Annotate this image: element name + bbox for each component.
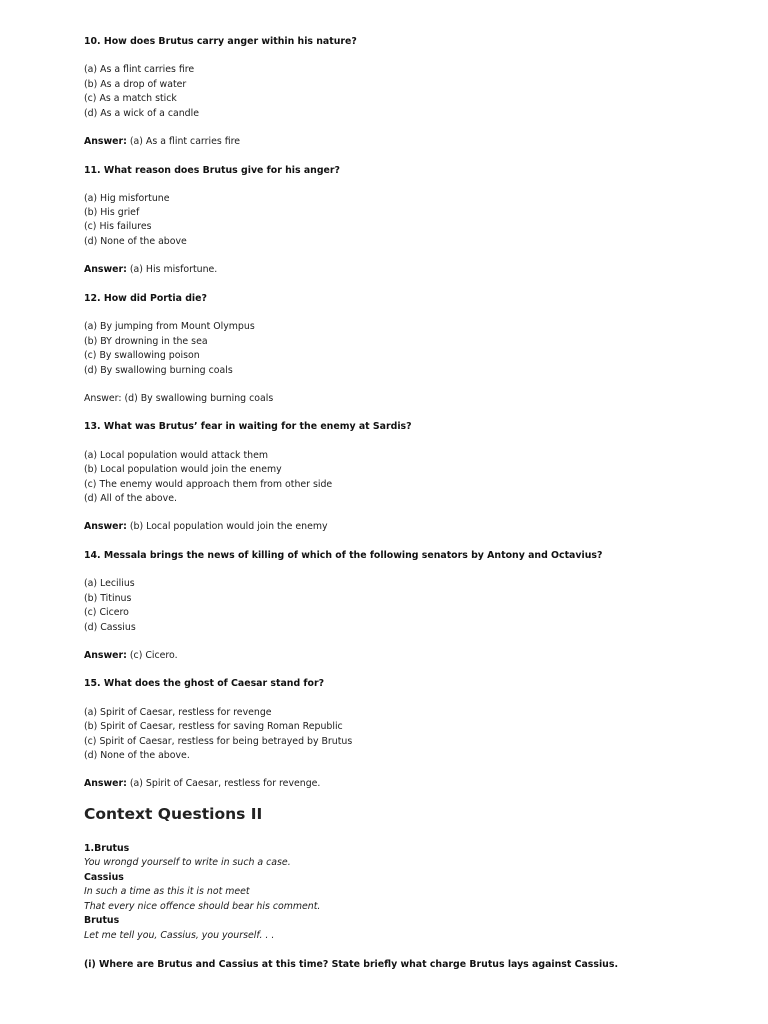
- answer-label: Answer:: [84, 264, 127, 275]
- option: (c) As a match stick: [84, 93, 177, 104]
- option: (b) His grief: [84, 207, 140, 218]
- option: (b) Spirit of Caesar, restless for saving Roman Republic: [84, 721, 343, 732]
- section-heading: Context Questions II: [84, 805, 263, 823]
- option: (b) As a drop of water: [84, 79, 187, 90]
- answer-label: Answer:: [84, 136, 127, 147]
- context-speaker: Cassius: [84, 872, 124, 883]
- option: (b) BY drowning in the sea: [84, 336, 208, 347]
- answer-label: Answer:: [84, 778, 127, 789]
- option: (d) None of the above.: [84, 750, 190, 761]
- option: (a) Hig misfortune: [84, 193, 170, 204]
- option: (c) Cicero: [84, 607, 129, 618]
- option: (d) All of the above.: [84, 493, 177, 504]
- context-line: In such a time as this it is not meet: [84, 886, 250, 897]
- option: (a) By jumping from Mount Olympus: [84, 321, 255, 332]
- answer-text: (a) His misfortune.: [126, 264, 218, 275]
- option: (d) None of the above: [84, 236, 187, 247]
- question-13: 13. What was Brutus’ fear in waiting for the enemy at Sardis?: [84, 421, 412, 432]
- answer-12: Answer: (d) By swallowing burning coals: [84, 393, 274, 404]
- option: (a) Spirit of Caesar, restless for revenge: [84, 707, 272, 718]
- context-line: You wrongd yourself to write in such a case.: [84, 857, 291, 868]
- answer-text: (b) Local population would join the enemy: [126, 521, 328, 532]
- question-11: 11. What reason does Brutus give for his anger?: [84, 165, 340, 176]
- answer-text: (a) Spirit of Caesar, restless for revenge.: [126, 778, 321, 789]
- question-14: 14. Messala brings the news of killing of which of the following senators by Antony and Octavius?: [84, 550, 603, 561]
- question-10: 10. How does Brutus carry anger within his nature?: [84, 36, 357, 47]
- answer-13: [84, 521, 328, 533]
- context-speaker: Brutus: [84, 915, 120, 926]
- answer-11: [84, 264, 217, 276]
- option: (b) Local population would join the enemy: [84, 464, 282, 475]
- option: (c) His failures: [84, 221, 152, 232]
- context-line: That every nice offence should bear his comment.: [84, 901, 321, 912]
- answer-text: (c) Cicero.: [126, 650, 178, 661]
- answer-text: (a) As a flint carries fire: [126, 136, 241, 147]
- option: (a) As a flint carries fire: [84, 64, 195, 75]
- option: (d) Cassius: [84, 622, 136, 633]
- question-12: 12. How did Portia die?: [84, 293, 207, 304]
- answer-15: [84, 778, 320, 790]
- context-line: Let me tell you, Cassius, you yourself. . .: [84, 930, 275, 941]
- context-subquestion: (i) Where are Brutus and Cassius at this time? State briefly what charge Brutus lays against Cassius.: [84, 959, 618, 970]
- answer-label: Answer:: [84, 521, 127, 532]
- option: (d) As a wick of a candle: [84, 108, 199, 119]
- option: (d) By swallowing burning coals: [84, 365, 233, 376]
- option: (b) Titinus: [84, 593, 132, 604]
- answer-14: [84, 650, 178, 662]
- option: (c) The enemy would approach them from other side: [84, 479, 333, 490]
- option: (c) Spirit of Caesar, restless for being betrayed by Brutus: [84, 736, 353, 747]
- answer-label: Answer:: [84, 650, 127, 661]
- option: (a) Local population would attack them: [84, 450, 268, 461]
- context-speaker: 1.Brutus: [84, 843, 130, 854]
- option: (a) Lecilius: [84, 578, 135, 589]
- option: (c) By swallowing poison: [84, 350, 200, 361]
- question-15: 15. What does the ghost of Caesar stand for?: [84, 678, 325, 689]
- answer-10: [84, 136, 240, 148]
